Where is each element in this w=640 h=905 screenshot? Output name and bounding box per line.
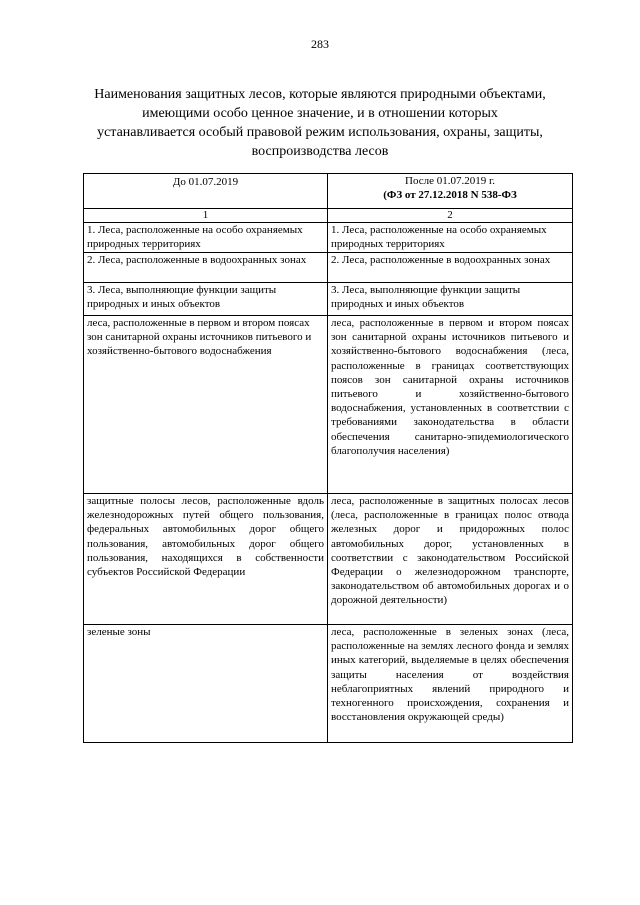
table-row xyxy=(84,223,573,253)
forests-comparison-table xyxy=(83,173,573,743)
table-row xyxy=(84,316,573,494)
header-after-date: После 01.07.2019 г. xyxy=(405,175,495,187)
column-numbers-row xyxy=(84,209,573,223)
page-number: 283 xyxy=(311,37,329,51)
title-line: воспроизводства лесов xyxy=(251,144,389,159)
column-number: 1 xyxy=(84,209,328,223)
cell-before: защитные полосы лесов, расположенные вдоль железнодорожных путей общего пользования, федеральных автомобильных дорог общего пользования, автомобильных дорог общего пользования, находящихся в собственности субъектов Российской Федерации xyxy=(84,494,328,625)
header-before: До 01.07.2019 xyxy=(84,174,328,209)
table-row xyxy=(84,253,573,283)
column-number: 2 xyxy=(328,209,573,223)
cell-after: леса, расположенные в зеленых зонах (леса, расположенные на землях лесного фонда и землях иных категорий, выделяемые в целях обеспечения защиты населения от воздействия неблагоприятных явлений природного и техногенного происхождения, сохранения и восстановления окружающей среды) xyxy=(328,625,573,743)
title-line: Наименования защитных лесов, которые являются природными объектами, xyxy=(94,87,546,102)
cell-before: зеленые зоны xyxy=(84,625,328,743)
title-line: устанавливается особый правовой режим использования, охраны, защиты, xyxy=(97,125,543,140)
title-line: имеющими особо ценное значение, и в отношении которых xyxy=(142,106,498,121)
cell-after: леса, расположенные в защитных полосах лесов (леса, расположенные в границах полос отвода железных дорог и придорожных полос автомобильных дорог, установленных в соответствии с законодательством Российской Федерации о железнодорожном транспорте, законодательством об автомобильных дорогах и о дорожной деятельности) xyxy=(328,494,573,625)
table-header-row xyxy=(84,174,573,209)
cell-before: 1. Леса, расположенные на особо охраняемых природных территориях xyxy=(84,223,328,253)
table-row xyxy=(84,494,573,625)
header-after xyxy=(328,174,573,209)
cell-after: 3. Леса, выполняющие функции защиты природных и иных объектов xyxy=(328,283,573,316)
cell-before: 3. Леса, выполняющие функции защиты природных и иных объектов xyxy=(84,283,328,316)
table-row xyxy=(84,625,573,743)
cell-after: 2. Леса, расположенные в водоохранных зонах xyxy=(328,253,573,283)
cell-before: леса, расположенные в первом и втором поясах зон санитарной охраны источников питьевого и хозяйственно-бытового водоснабжения xyxy=(84,316,328,494)
cell-after: 1. Леса, расположенные на особо охраняемых природных территориях xyxy=(328,223,573,253)
table-row xyxy=(84,283,573,316)
cell-before: 2. Леса, расположенные в водоохранных зонах xyxy=(84,253,328,283)
cell-after: леса, расположенные в первом и втором поясах зон санитарной охраны источников питьевого и хозяйственно-бытового водоснабжения (леса, расположенные в границах соответствующих поясов зон санитарной охраны источников питьевого и хозяйственно-бытового водоснабжения, установленных в соответствии с требованиями законодательства в области обеспечения санитарно-эпидемиологического благополучия населения) xyxy=(328,316,573,494)
header-after-law: (ФЗ от 27.12.2018 N 538-ФЗ xyxy=(383,189,517,201)
page-title xyxy=(70,85,570,161)
